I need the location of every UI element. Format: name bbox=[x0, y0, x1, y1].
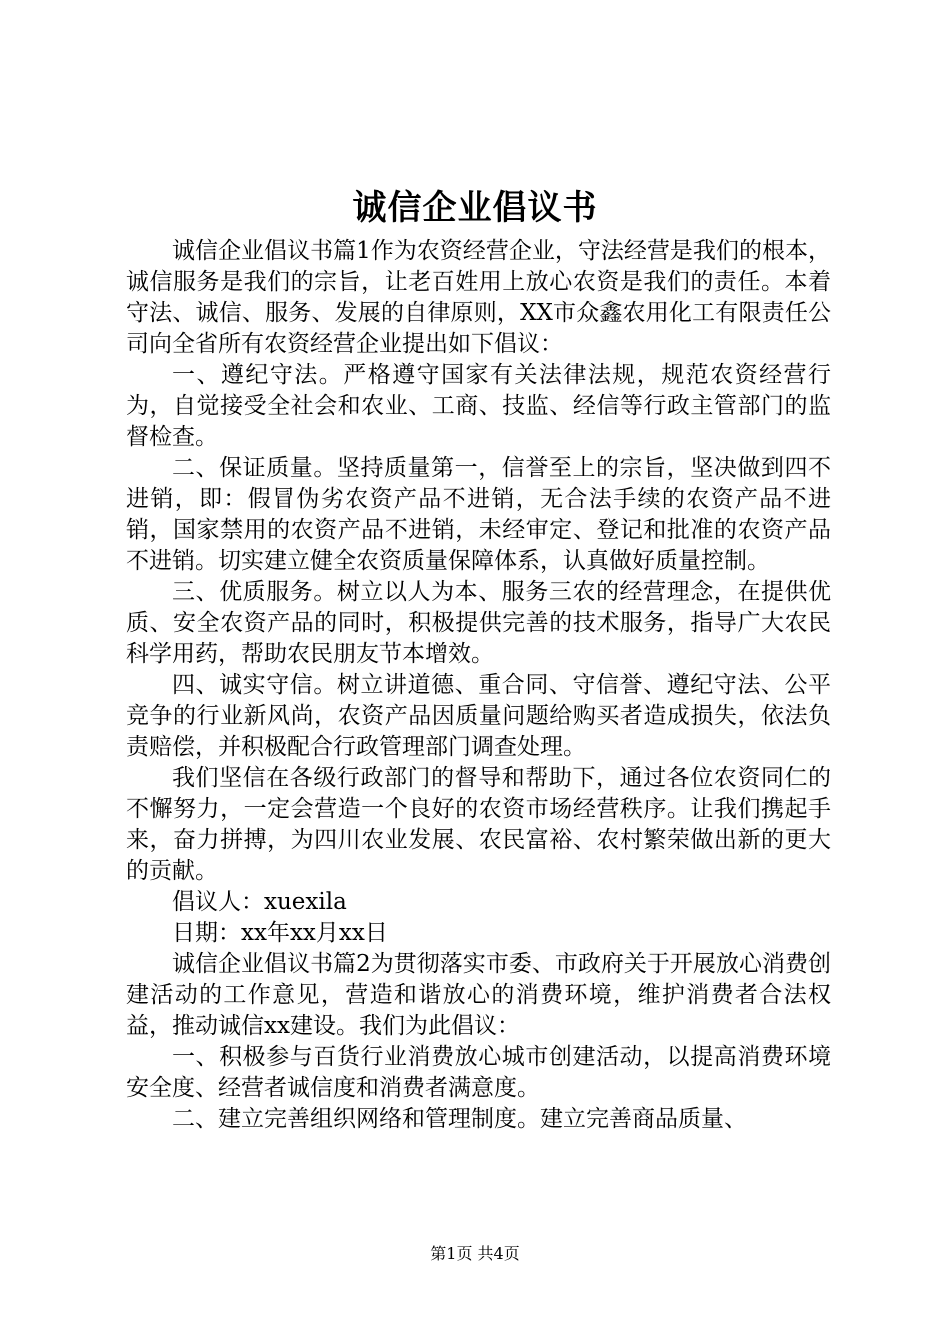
paragraph-section-2-intro: 诚信企业倡议书篇2为贯彻落实市委、市政府关于开展放心消费创建活动的工作意见，营造和谐放心的消费环境，维护消费者合法权益，推动诚信xx建设。我们为此倡议： bbox=[126, 951, 831, 1039]
paragraph-closing: 我们坚信在各级行政部门的督导和帮助下，通过各位农资同仁的不懈努力，一定会营造一个良好的农资市场经营秩序。让我们携起手来，奋力拼搏，为四川农业发展、农民富裕、农村繁荣做出新的更大的贡献。 bbox=[126, 765, 831, 884]
paragraph-intro: 诚信企业倡议书篇1作为农资经营企业，守法经营是我们的根本，诚信服务是我们的宗旨，让老百姓用上放心农资是我们的责任。本着守法、诚信、服务、发展的自律原则，XX市众鑫农用化工有限责任公司向全省所有农资经营企业提出如下倡议： bbox=[126, 238, 831, 357]
paragraph-item-1: 一、遵纪守法。严格遵守国家有关法律法规，规范农资经营行为，自觉接受全社会和农业、工商、技监、经信等行政主管部门的监督检查。 bbox=[126, 362, 831, 450]
paragraph-section-2-item-2: 二、建立完善组织网络和管理制度。建立完善商品质量、 bbox=[172, 1106, 747, 1132]
paragraph-item-4: 四、诚实守信。树立讲道德、重合同、守信誉、遵纪守法、公平竞争的行业新风尚，农资产品因质量问题给购买者造成损失，依法负责赔偿，并积极配合行政管理部门调查处理。 bbox=[126, 672, 831, 760]
paragraph-item-3: 三、优质服务。树立以人为本、服务三农的经营理念，在提供优质、安全农资产品的同时，积极提供完善的技术服务，指导广大农民科学用药，帮助农民朋友节本增效。 bbox=[126, 579, 831, 667]
document-title: 诚信企业倡议书 bbox=[352, 188, 598, 228]
signatory-line: 倡议人：xuexila bbox=[172, 889, 347, 915]
paragraph-section-2-item-1: 一、积极参与百货行业消费放心城市创建活动，以提高消费环境安全度、经营者诚信度和消费者满意度。 bbox=[126, 1044, 831, 1101]
date-line: 日期：xx年xx月xx日 bbox=[172, 920, 388, 946]
page-footer: 第1页 共4页 bbox=[430, 1244, 520, 1263]
paragraph-item-2: 二、保证质量。坚持质量第一，信誉至上的宗旨，坚决做到四不进销，即：假冒伪劣农资产品不进销，无合法手续的农资产品不进销，国家禁用的农资产品不进销，未经审定、登记和批准的农资产品不进销。切实建立健全农资质量保障体系，认真做好质量控制。 bbox=[126, 455, 831, 574]
document-body bbox=[126, 236, 831, 1135]
